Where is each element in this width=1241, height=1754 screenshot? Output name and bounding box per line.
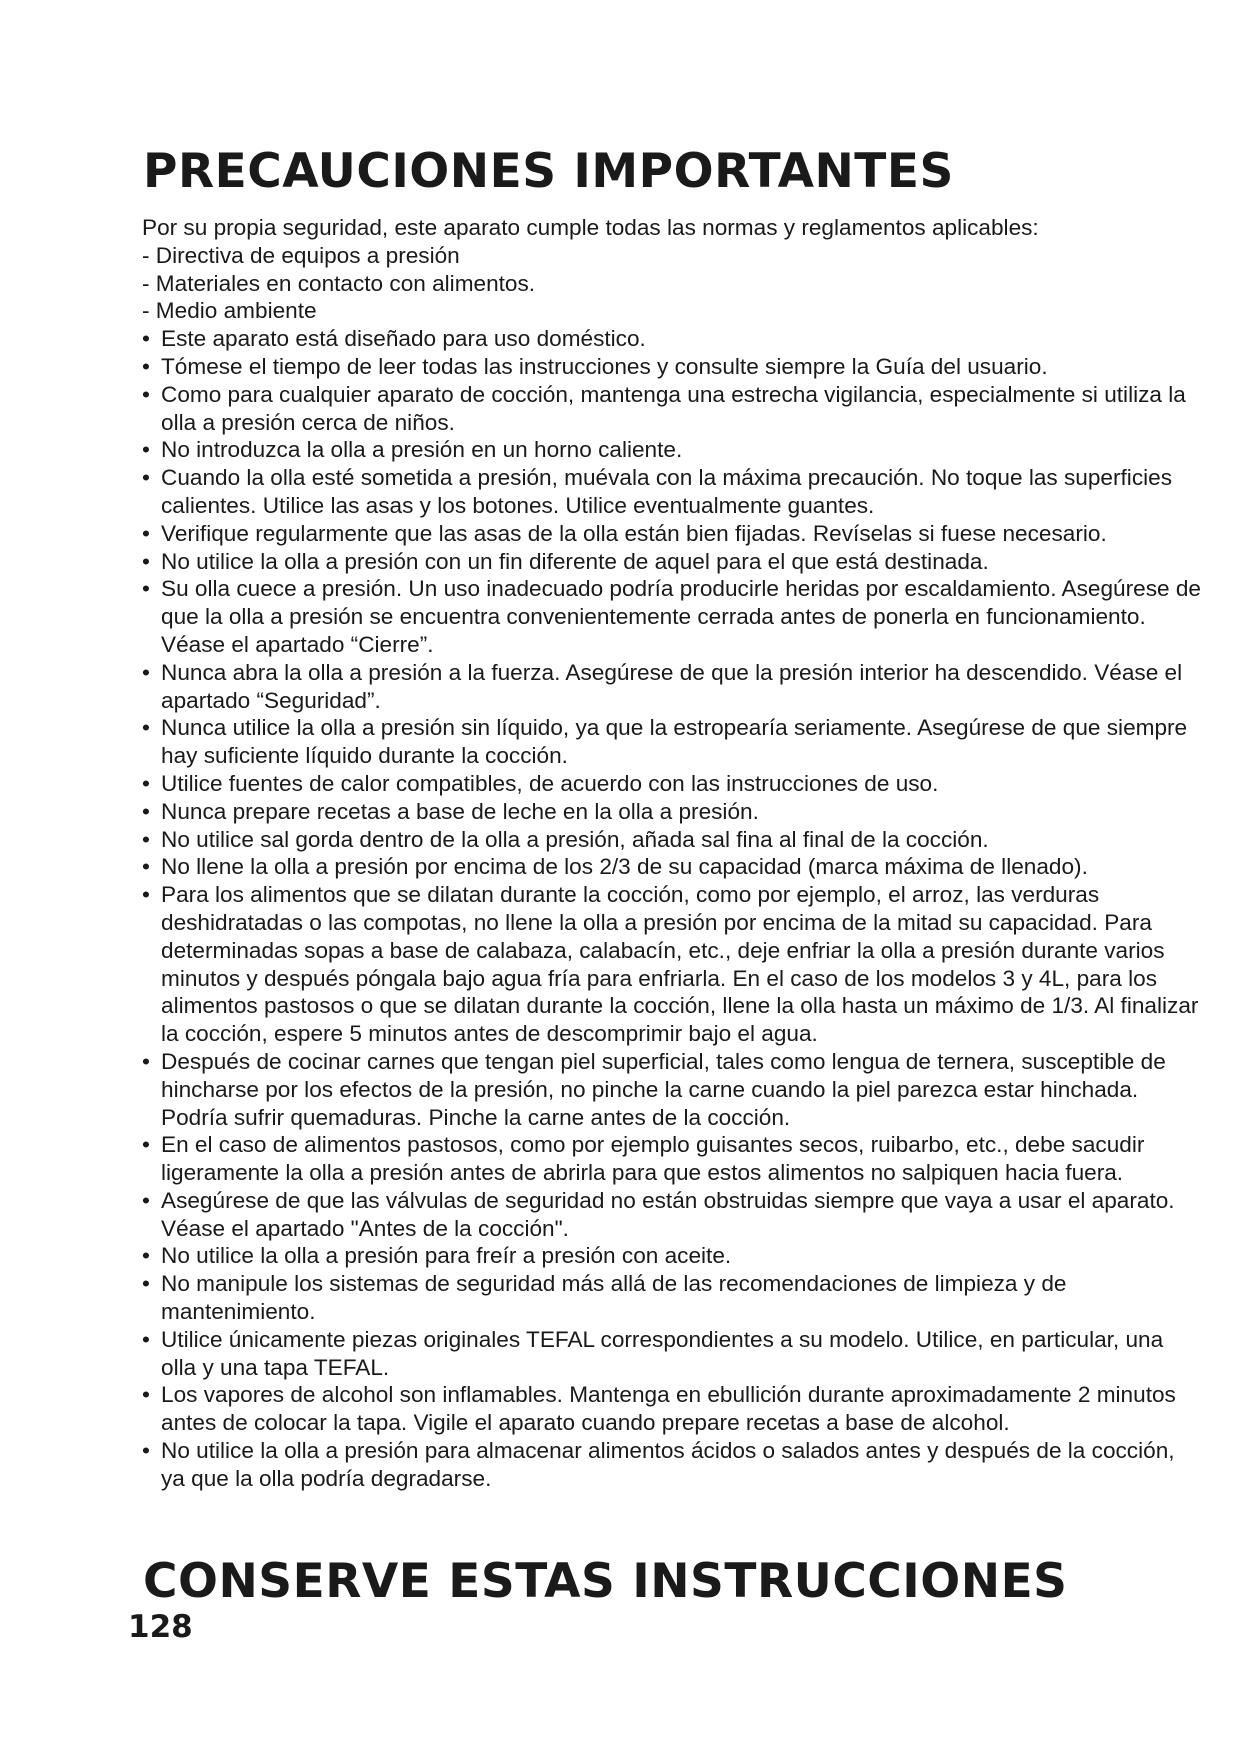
precaution-item: • Nunca utilice la olla a presión sin líquido, ya que la estropearía seriamente. Asegúrese de que siempre hay suficiente líquido durante la cocción. xyxy=(142,714,1202,770)
precaution-item: • Asegúrese de que las válvulas de seguridad no están obstruidas siempre que vaya a usar el aparato. Véase el apartado "Antes de la cocción". xyxy=(142,1187,1202,1243)
precaution-item: • No introduzca la olla a presión en un horno caliente. xyxy=(142,436,1202,464)
page-number: 128 xyxy=(128,1609,193,1645)
precaution-item: • Los vapores de alcohol son inflamables. Mantenga en ebullición durante aproximadamente 2 minutos antes de colocar la tapa. Vigile el aparato cuando prepare recetas a base de alcohol. xyxy=(142,1381,1202,1437)
precaution-item: • Este aparato está diseñado para uso doméstico. xyxy=(142,325,1202,353)
precaution-item: • No utilice la olla a presión con un fin diferente de aquel para el que está destinada. xyxy=(142,548,1202,576)
regulation-item: - Medio ambiente xyxy=(142,298,317,324)
precaution-item: • Verifique regularmente que las asas de la olla están bien fijadas. Revíselas si fuese necesario. xyxy=(142,520,1202,548)
footer-title: CONSERVE ESTAS INSTRUCCIONES xyxy=(143,1554,1068,1609)
precautions-list xyxy=(142,325,1202,1492)
precaution-item: • Utilice fuentes de calor compatibles, de acuerdo con las instrucciones de uso. xyxy=(142,770,1202,798)
precaution-item: • No manipule los sistemas de seguridad más allá de las recomendaciones de limpieza y de mantenimiento. xyxy=(142,1270,1202,1326)
precaution-item: • Su olla cuece a presión. Un uso inadecuado podría producirle heridas por escaldamiento. Asegúrese de que la olla a presión se encuentra convenientemente cerrada antes de ponerla en funcionamiento. Véase el apartado “Cierre”. xyxy=(142,575,1202,658)
content-body xyxy=(142,214,1202,1493)
precaution-item: • Después de cocinar carnes que tengan piel superficial, tales como lengua de ternera, susceptible de hincharse por los efectos de la presión, no pinche la carne cuando la piel parezca estar hinchada. Podría sufrir quemaduras. Pinche la carne antes de la cocción. xyxy=(142,1048,1202,1131)
page-title: PRECAUCIONES IMPORTANTES xyxy=(143,144,954,199)
precaution-item: • Como para cualquier aparato de cocción, mantenga una estrecha vigilancia, especialmente si utiliza la olla a presión cerca de niños. xyxy=(142,381,1202,437)
regulations-list xyxy=(142,242,1202,325)
precaution-item: • Nunca abra la olla a presión a la fuerza. Asegúrese de que la presión interior ha descendido. Véase el apartado “Seguridad”. xyxy=(142,659,1202,715)
precaution-item: • Cuando la olla esté sometida a presión, muévala con la máxima precaución. No toque las superficies calientes. Utilice las asas y los botones. Utilice eventualmente guantes. xyxy=(142,464,1202,520)
precaution-item: • Tómese el tiempo de leer todas las instrucciones y consulte siempre la Guía del usuario. xyxy=(142,353,1202,381)
regulation-item: - Materiales en contacto con alimentos. xyxy=(142,270,536,296)
precaution-item: • No utilice sal gorda dentro de la olla a presión, añada sal fina al final de la cocción. xyxy=(142,826,1202,854)
precaution-item: • En el caso de alimentos pastosos, como por ejemplo guisantes secos, ruibarbo, etc., debe sacudir ligeramente la olla a presión antes de abrirla para que estos alimentos no salpiquen hacia fuera. xyxy=(142,1131,1202,1187)
precaution-item: • Nunca prepare recetas a base de leche en la olla a presión. xyxy=(142,798,1202,826)
precaution-item: • No utilice la olla a presión para almacenar alimentos ácidos o salados antes y después de la cocción, ya que la olla podría degradarse. xyxy=(142,1437,1202,1493)
precaution-item: • Utilice únicamente piezas originales TEFAL correspondientes a su modelo. Utilice, en particular, una olla y una tapa TEFAL. xyxy=(142,1326,1202,1382)
precaution-item: • No utilice la olla a presión para freír a presión con aceite. xyxy=(142,1242,1202,1270)
intro-text: Por su propia seguridad, este aparato cumple todas las normas y reglamentos aplicables: xyxy=(142,215,1039,240)
precaution-item: • Para los alimentos que se dilatan durante la cocción, como por ejemplo, el arroz, las verduras deshidratadas o las compotas, no llene la olla a presión por encima de la mitad su capacidad. Para determinadas sopas a base de calabaza, calabacín, etc., deje enfriar la olla a presión durante varios minutos y después póngala bajo agua fría para enfriarla. En el caso de los modelos 3 y 4L, para los alimentos pastosos o que se dilatan durante la cocción, llene la olla hasta un máximo de 1/3. Al finalizar la cocción, espere 5 minutos antes de descomprimir bajo el agua. xyxy=(142,881,1202,1048)
precaution-item: • No llene la olla a presión por encima de los 2/3 de su capacidad (marca máxima de llenado). xyxy=(142,853,1202,881)
regulation-item: - Directiva de equipos a presión xyxy=(142,242,460,268)
